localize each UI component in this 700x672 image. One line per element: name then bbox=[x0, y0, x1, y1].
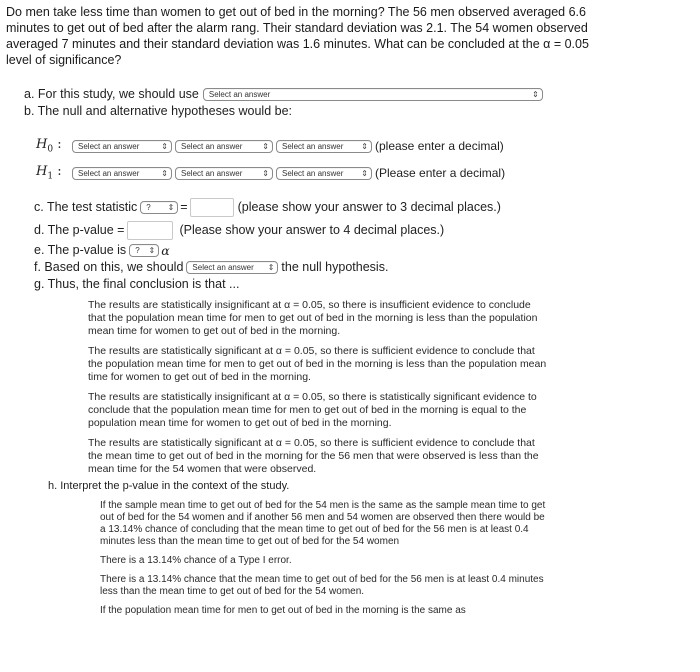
study-type-select[interactable] bbox=[203, 88, 543, 101]
alpha-symbol: α bbox=[161, 243, 170, 258]
h1-label: $H_1$ : bbox=[36, 164, 62, 182]
interpretation-options bbox=[100, 500, 694, 617]
h1-operator-select[interactable]: Select an answer ⇕ bbox=[175, 167, 273, 180]
alternative-hypothesis-row bbox=[36, 162, 694, 184]
part-d bbox=[34, 218, 694, 242]
select-chevron-icon: ⇕ bbox=[167, 202, 175, 212]
question-text: Do men take less time than women to get out of bed in the morning? The 56 men observed averaged 6.6 minutes to get out of bed after the alarm rang. Their standard deviation was 2.1. The 54 women observed averaged 7 minutes and their standard deviation was 1.6 minutes. What can be concluded at the α = 0.05 level of significance? bbox=[6, 5, 589, 67]
select-chevron-icon: ⇕ bbox=[148, 246, 156, 255]
interpretation-option[interactable]: If the sample mean time to get out of bed for the 54 men is the same as the sample mean time to get out of bed for the 54 women and if another 56 men and 54 women are observed then there would be a 13.14% chance of concluding that the mean time to get out of bed for the 56 men is at least 0.4 minutes less than the mean time to get out of bed for the 54 women bbox=[100, 500, 546, 547]
part-c-hint: (please show your answer to 3 decimal places.) bbox=[237, 199, 501, 214]
conclusion-options bbox=[88, 299, 694, 476]
select-chevron-icon: ⇕ bbox=[262, 168, 269, 178]
select-chevron-icon: ⇕ bbox=[361, 141, 368, 151]
part-b-label: b. The null and alternative hypotheses would be: bbox=[24, 104, 293, 118]
p-value-input[interactable] bbox=[127, 221, 173, 240]
select-chevron-icon: ⇕ bbox=[262, 141, 269, 151]
conclusion-option[interactable]: The results are statistically insignificant at α = 0.05, so there is statistically significant evidence to conclude that the population mean time for men to get out of bed in the morning is equal to the population mean time for women to get out of bed in the morning. bbox=[88, 391, 537, 429]
select-chevron-icon: ⇕ bbox=[161, 168, 168, 178]
h0-label: $H_0$ : bbox=[36, 137, 62, 155]
null-hypothesis-row bbox=[36, 135, 694, 157]
conclusion-option[interactable]: The results are statistically significant at α = 0.05, so there is sufficient evidence to conclude that the mean time to get out of bed in the morning for the 56 men that were observed is less than the mean time for the 54 women that were observed. bbox=[88, 437, 539, 475]
interpretation-option[interactable]: If the population mean time for men to get out of bed in the morning is the same as bbox=[100, 605, 466, 616]
part-e-label: e. The p-value is bbox=[34, 243, 127, 257]
study-type-select-value: Select an answer bbox=[208, 90, 271, 99]
select-chevron-icon: ⇕ bbox=[267, 263, 275, 272]
h0-operator-select[interactable]: Select an answer ⇕ bbox=[175, 140, 273, 153]
select-chevron-icon: ⇕ bbox=[532, 90, 539, 99]
part-f-label: f. Based on this, we should bbox=[34, 260, 184, 274]
decision-select[interactable]: Select an answer ⇕ bbox=[186, 261, 278, 274]
select-chevron-icon: ⇕ bbox=[161, 141, 168, 151]
part-f bbox=[34, 259, 694, 276]
conclusion-option[interactable]: The results are statistically insignificant at α = 0.05, so there is insufficient evidence to conclude that the population mean time for men to get out of bed in the morning is less than the population mean time for women to get out of bed in the morning. bbox=[88, 299, 538, 337]
part-c-label: c. The test statistic bbox=[34, 199, 138, 214]
part-g-label: g. Thus, the final conclusion is that ... bbox=[34, 277, 240, 291]
h0-hint: (please enter a decimal) bbox=[375, 139, 504, 153]
interpretation-option[interactable]: There is a 13.14% chance that the mean time to get out of bed for the 56 men is at least 0.4 minutes less than the mean time to get out of bed for the 54 women. bbox=[100, 574, 544, 597]
equals-sign: = bbox=[180, 199, 188, 214]
part-d-label: d. The p-value = bbox=[34, 222, 125, 237]
part-e bbox=[34, 242, 694, 259]
part-h bbox=[48, 478, 694, 495]
part-h-label: h. Interpret the p-value in the context of the study. bbox=[48, 480, 290, 492]
part-c bbox=[34, 196, 694, 218]
part-d-hint: (Please show your answer to 4 decimal places.) bbox=[179, 222, 445, 237]
part-a-label: a. For this study, we should use bbox=[24, 87, 199, 101]
conclusion-option[interactable]: The results are statistically significant at α = 0.05, so there is sufficient evidence to conclude that the population mean time for men to get out of bed in the morning is less than the population mean time for women to get out of bed in the morning. bbox=[88, 345, 547, 383]
interpretation-option[interactable]: There is a 13.14% chance of a Type I error. bbox=[100, 555, 292, 566]
part-b bbox=[24, 103, 694, 120]
p-value-comparison-select[interactable]: ? ⇕ bbox=[129, 244, 159, 257]
test-statistic-input[interactable] bbox=[190, 198, 234, 217]
h0-value-select[interactable]: Select an answer ⇕ bbox=[276, 140, 372, 153]
h0-parameter-select[interactable]: Select an answer ⇕ bbox=[72, 140, 172, 153]
h1-parameter-select[interactable]: Select an answer ⇕ bbox=[72, 167, 172, 180]
test-statistic-type-select[interactable]: ? ⇕ bbox=[140, 201, 178, 214]
question-parts bbox=[24, 86, 694, 293]
h1-hint: (Please enter a decimal) bbox=[375, 166, 506, 180]
part-g bbox=[34, 276, 694, 293]
select-chevron-icon: ⇕ bbox=[361, 168, 368, 178]
h1-value-select[interactable]: Select an answer ⇕ bbox=[276, 167, 372, 180]
part-f-suffix: the null hypothesis. bbox=[281, 260, 389, 274]
part-a bbox=[24, 86, 694, 103]
